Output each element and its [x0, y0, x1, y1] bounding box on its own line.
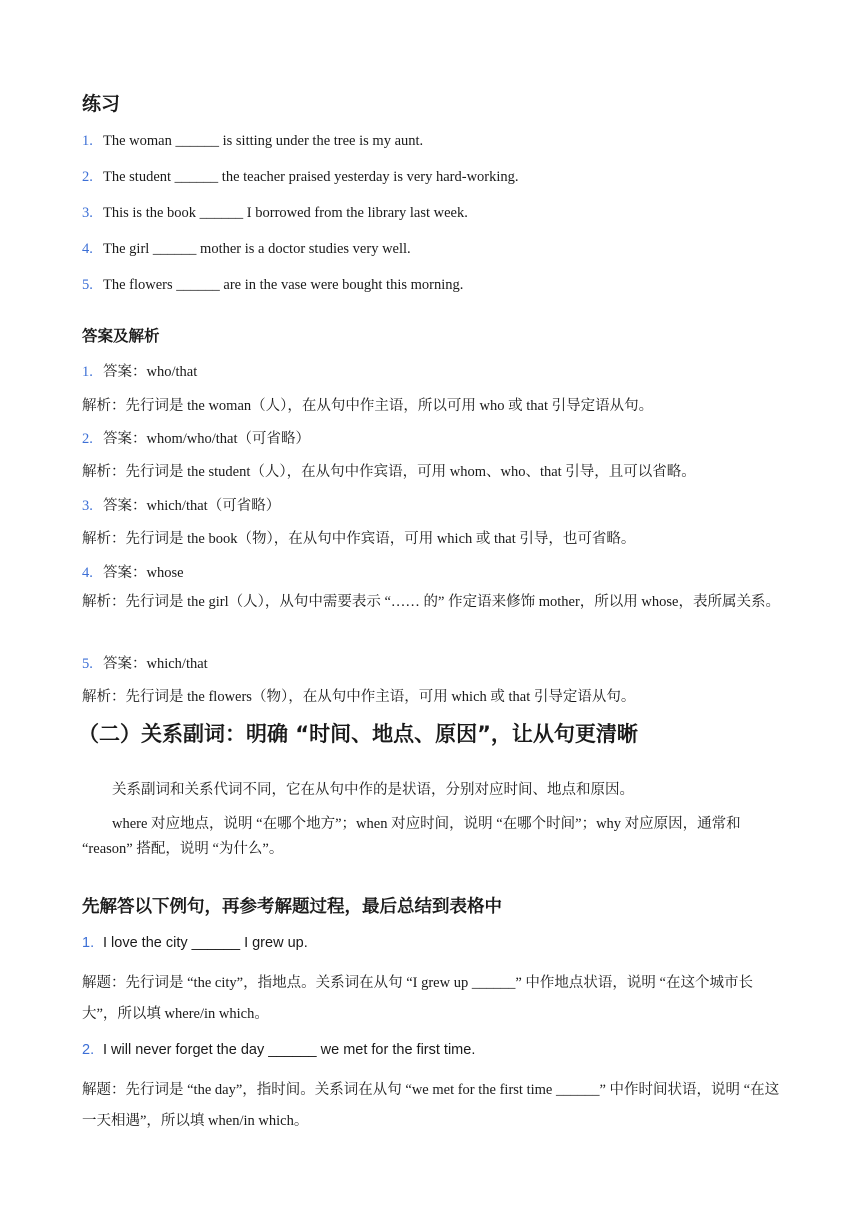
item-number: 4.	[82, 241, 93, 257]
practice-item-3	[82, 205, 468, 222]
analysis-4: 解析：先行词是 the girl（人），从句中需要表示 “…… 的” 作定语来修饰 mother，所以用 whose，表所属关系。	[82, 594, 780, 610]
item-number: 1.	[82, 935, 95, 951]
item-number: 3.	[82, 498, 93, 514]
analysis-2: 解析：先行词是 the student（人），在从句中作宾语，可用 whom、who、that 引导，且可以省略。	[82, 464, 696, 480]
item-text: The flowers ______ are in the vase were bought this morning.	[103, 277, 464, 293]
item-number: 3.	[82, 205, 93, 221]
item-number: 2.	[82, 1042, 95, 1058]
item-number: 5.	[82, 277, 93, 293]
item-number: 2.	[82, 169, 93, 185]
answers-title: 答案及解析	[82, 327, 160, 345]
answer-item-4	[82, 561, 184, 582]
analysis-1: 解析：先行词是 the woman（人），在从句中作主语，所以可用 who 或 that 引导定语从句。	[82, 398, 654, 414]
item-number: 1.	[82, 364, 93, 380]
item-text: The girl ______ mother is a doctor studies very well.	[103, 241, 411, 257]
example-text: I will never forget the day ______ we met for the first time.	[103, 1042, 476, 1058]
item-number: 1.	[82, 133, 93, 149]
answer-item-1	[82, 360, 197, 381]
answer-item-2	[82, 427, 310, 448]
answer-item-3	[82, 494, 280, 515]
answer-text: 答案：whom/who/that（可省略）	[103, 431, 311, 447]
example-solution-1: 解题：先行词是 “the city”，指地点。关系词在从句 “I grew up ______” 中作地点状语，说明 “在这个城市长大”，所以填 where/in which。	[82, 975, 753, 1022]
analysis-5: 解析：先行词是 the flowers（物），在从句中作主语，可用 which 或 that 引导定语从句。	[82, 689, 636, 705]
example-item-1	[82, 935, 308, 951]
section-2-title: （二）关系副词：明确 “时间、地点、原因”，让从句更清晰	[78, 722, 638, 746]
answer-text: 答案：whose	[103, 565, 184, 581]
answer-text: 答案：which/that（可省略）	[103, 498, 281, 514]
practice-title: 练习	[82, 93, 121, 115]
examples-title: 先解答以下例句，再参考解题过程，最后总结到表格中	[82, 897, 502, 917]
section-2-paragraph-2: where 对应地点，说明 “在哪个地方”；when 对应时间，说明 “在哪个时间”；why 对应原因，通常和 “reason” 搭配，说明 “为什么”。	[82, 816, 741, 857]
item-text: The student ______ the teacher praised yesterday is very hard-working.	[103, 169, 519, 185]
practice-item-4	[82, 241, 411, 258]
item-number: 2.	[82, 431, 93, 447]
section-2-paragraph-1: 关系副词和关系代词不同，它在从句中作的是状语，分别对应时间、地点和原因。	[112, 782, 634, 798]
item-number: 4.	[82, 565, 93, 581]
item-text: The woman ______ is sitting under the tree is my aunt.	[103, 133, 424, 149]
answer-item-5	[82, 652, 208, 673]
practice-item-2	[82, 169, 519, 186]
answer-text: 答案：who/that	[103, 364, 198, 380]
example-item-2	[82, 1042, 475, 1058]
example-solution-2: 解题：先行词是 “the day”，指时间。关系词在从句 “we met for the first time ______” 中作时间状语，说明 “在这一天相遇”，所以填 when/in which。	[82, 1082, 780, 1129]
practice-item-1	[82, 133, 423, 150]
example-text: I love the city ______ I grew up.	[103, 935, 308, 951]
item-text: This is the book ______ I borrowed from the library last week.	[103, 205, 468, 221]
item-number: 5.	[82, 656, 93, 672]
analysis-3: 解析：先行词是 the book（物），在从句中作宾语，可用 which 或 that 引导，也可省略。	[82, 531, 636, 547]
practice-item-5	[82, 277, 463, 294]
answer-text: 答案：which/that	[103, 656, 208, 672]
